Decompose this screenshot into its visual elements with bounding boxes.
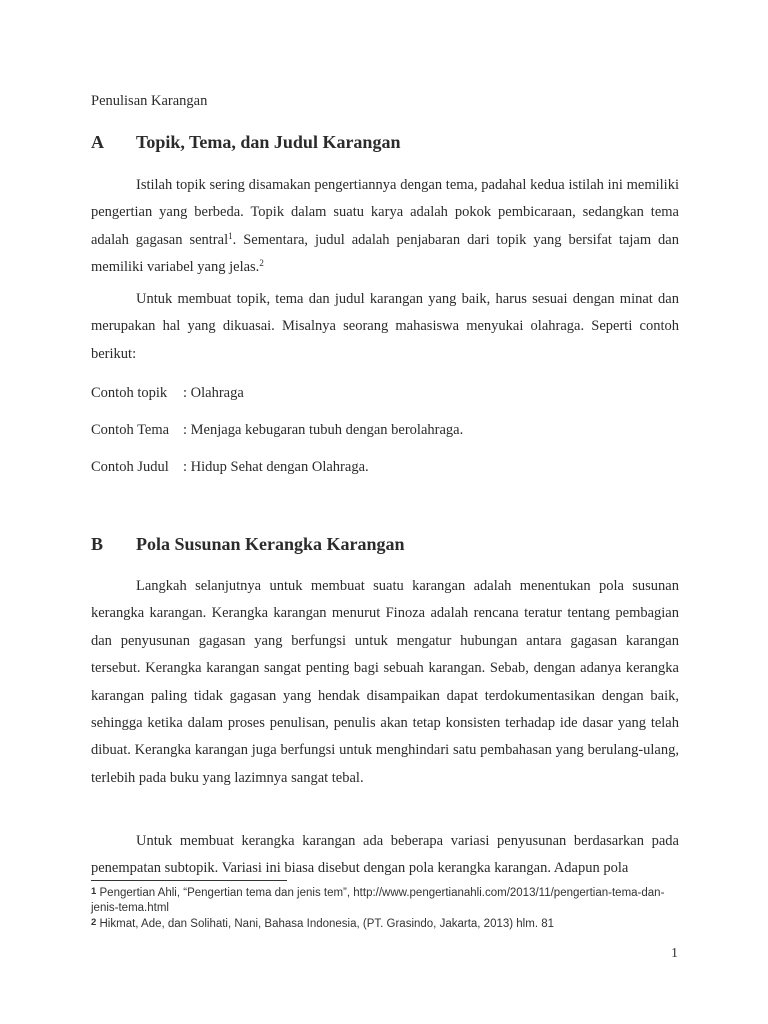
example-topic [91,385,244,402]
paragraph-text: Langkah selanjutnya untuk membuat suatu karangan adalah menentukan pola susunan kerangka karangan. Kerangka karangan menurut Finoza adalah rencana teratur tentang pembagian dan penyusunan gagasan yang berfungsi untuk mengatur hubungan antara gagasan karangan tersebut. Kerangka karangan sangat penting bagi sebuah karangan. Sebab, dengan adanya kerangka karangan paling tidak gagasan yang hendak disampaikan dapat terdokumentasikan dengan baik, sehingga ketika dalam proses penulisan, penulis akan tetap konsisten terhadap ide dasar yang telah dibuat. Kerangka karangan juga berfungsi untuk menghindari satu pembahasan yang berulang-ulang, terlebih pada buku yang lazimnya sangat tebal. [91,578,679,786]
section-b-title: Pola Susunan Kerangka Karangan [136,534,405,554]
example-label: Contoh Tema [91,422,170,438]
footnote-1 [91,885,679,915]
paragraph-text: . Sementara, judul adalah penjabaran dari topik yang bersifat tajam dan memiliki variabel yang jelas. [91,231,679,276]
section-a-paragraph-1 [91,172,679,282]
paragraph-text: Untuk membuat kerangka karangan ada beberapa variasi penyusunan berdasarkan pada penempatan subtopik. Variasi ini biasa disebut dengan pola kerangka karangan. Adapun pola [91,833,679,877]
section-b-heading [91,534,405,555]
footnote-number: 1 [91,886,97,897]
footnote-number: 2 [91,917,97,928]
footnote-text: Pengertian Ahli, “Pengertian tema dan jenis tem”, http://www.pengertianahli.com/2013/11/pengertian-tema-dan-jenis-tema.html [91,887,665,914]
footnote-text: Hikmat, Ade, dan Solihati, Nani, Bahasa Indonesia, (PT. Grasindo, Jakarta, 2013) hlm. 81 [99,918,554,930]
example-value: : Hidup Sehat dengan Olahraga. [183,459,369,475]
example-label: Contoh topik [91,385,168,401]
footnote-2 [91,916,679,932]
example-value: : Menjaga kebugaran tubuh dengan berolahraga. [183,422,464,438]
footnote-ref-2: 2 [259,258,264,269]
section-b-paragraph-2 [91,828,679,883]
example-theme [91,422,463,439]
paragraph-text: Istilah topik sering disamakan pengertiannya dengan tema, padahal kedua istilah ini memiliki pengertian yang berbeda. Topik dalam suatu karya adalah pokok pembicaraan, sedangkan tema adalah gagasan sentral [91,177,679,248]
example-value: : Olahraga [183,385,244,401]
footnote-separator [91,880,287,881]
section-b-paragraph-1 [91,573,679,792]
document-title: Penulisan Karangan [91,93,208,109]
document-page [91,0,679,1024]
paragraph-text: Untuk membuat topik, tema dan judul karangan yang baik, harus sesuai dengan minat dan merupakan hal yang dikuasai. Misalnya seorang mahasiswa menyukai olahraga. Seperti contoh berikut: [91,291,679,362]
section-a-heading [91,132,400,153]
footnote-ref-1: 1 [228,230,233,241]
section-a-letter: A [91,132,104,152]
section-b-letter: B [91,534,104,554]
page-number: 1 [671,946,678,961]
section-a-title: Topik, Tema, dan Judul Karangan [136,132,401,152]
example-title [91,459,369,476]
example-label: Contoh Judul [91,459,169,475]
section-a-paragraph-2 [91,286,679,368]
